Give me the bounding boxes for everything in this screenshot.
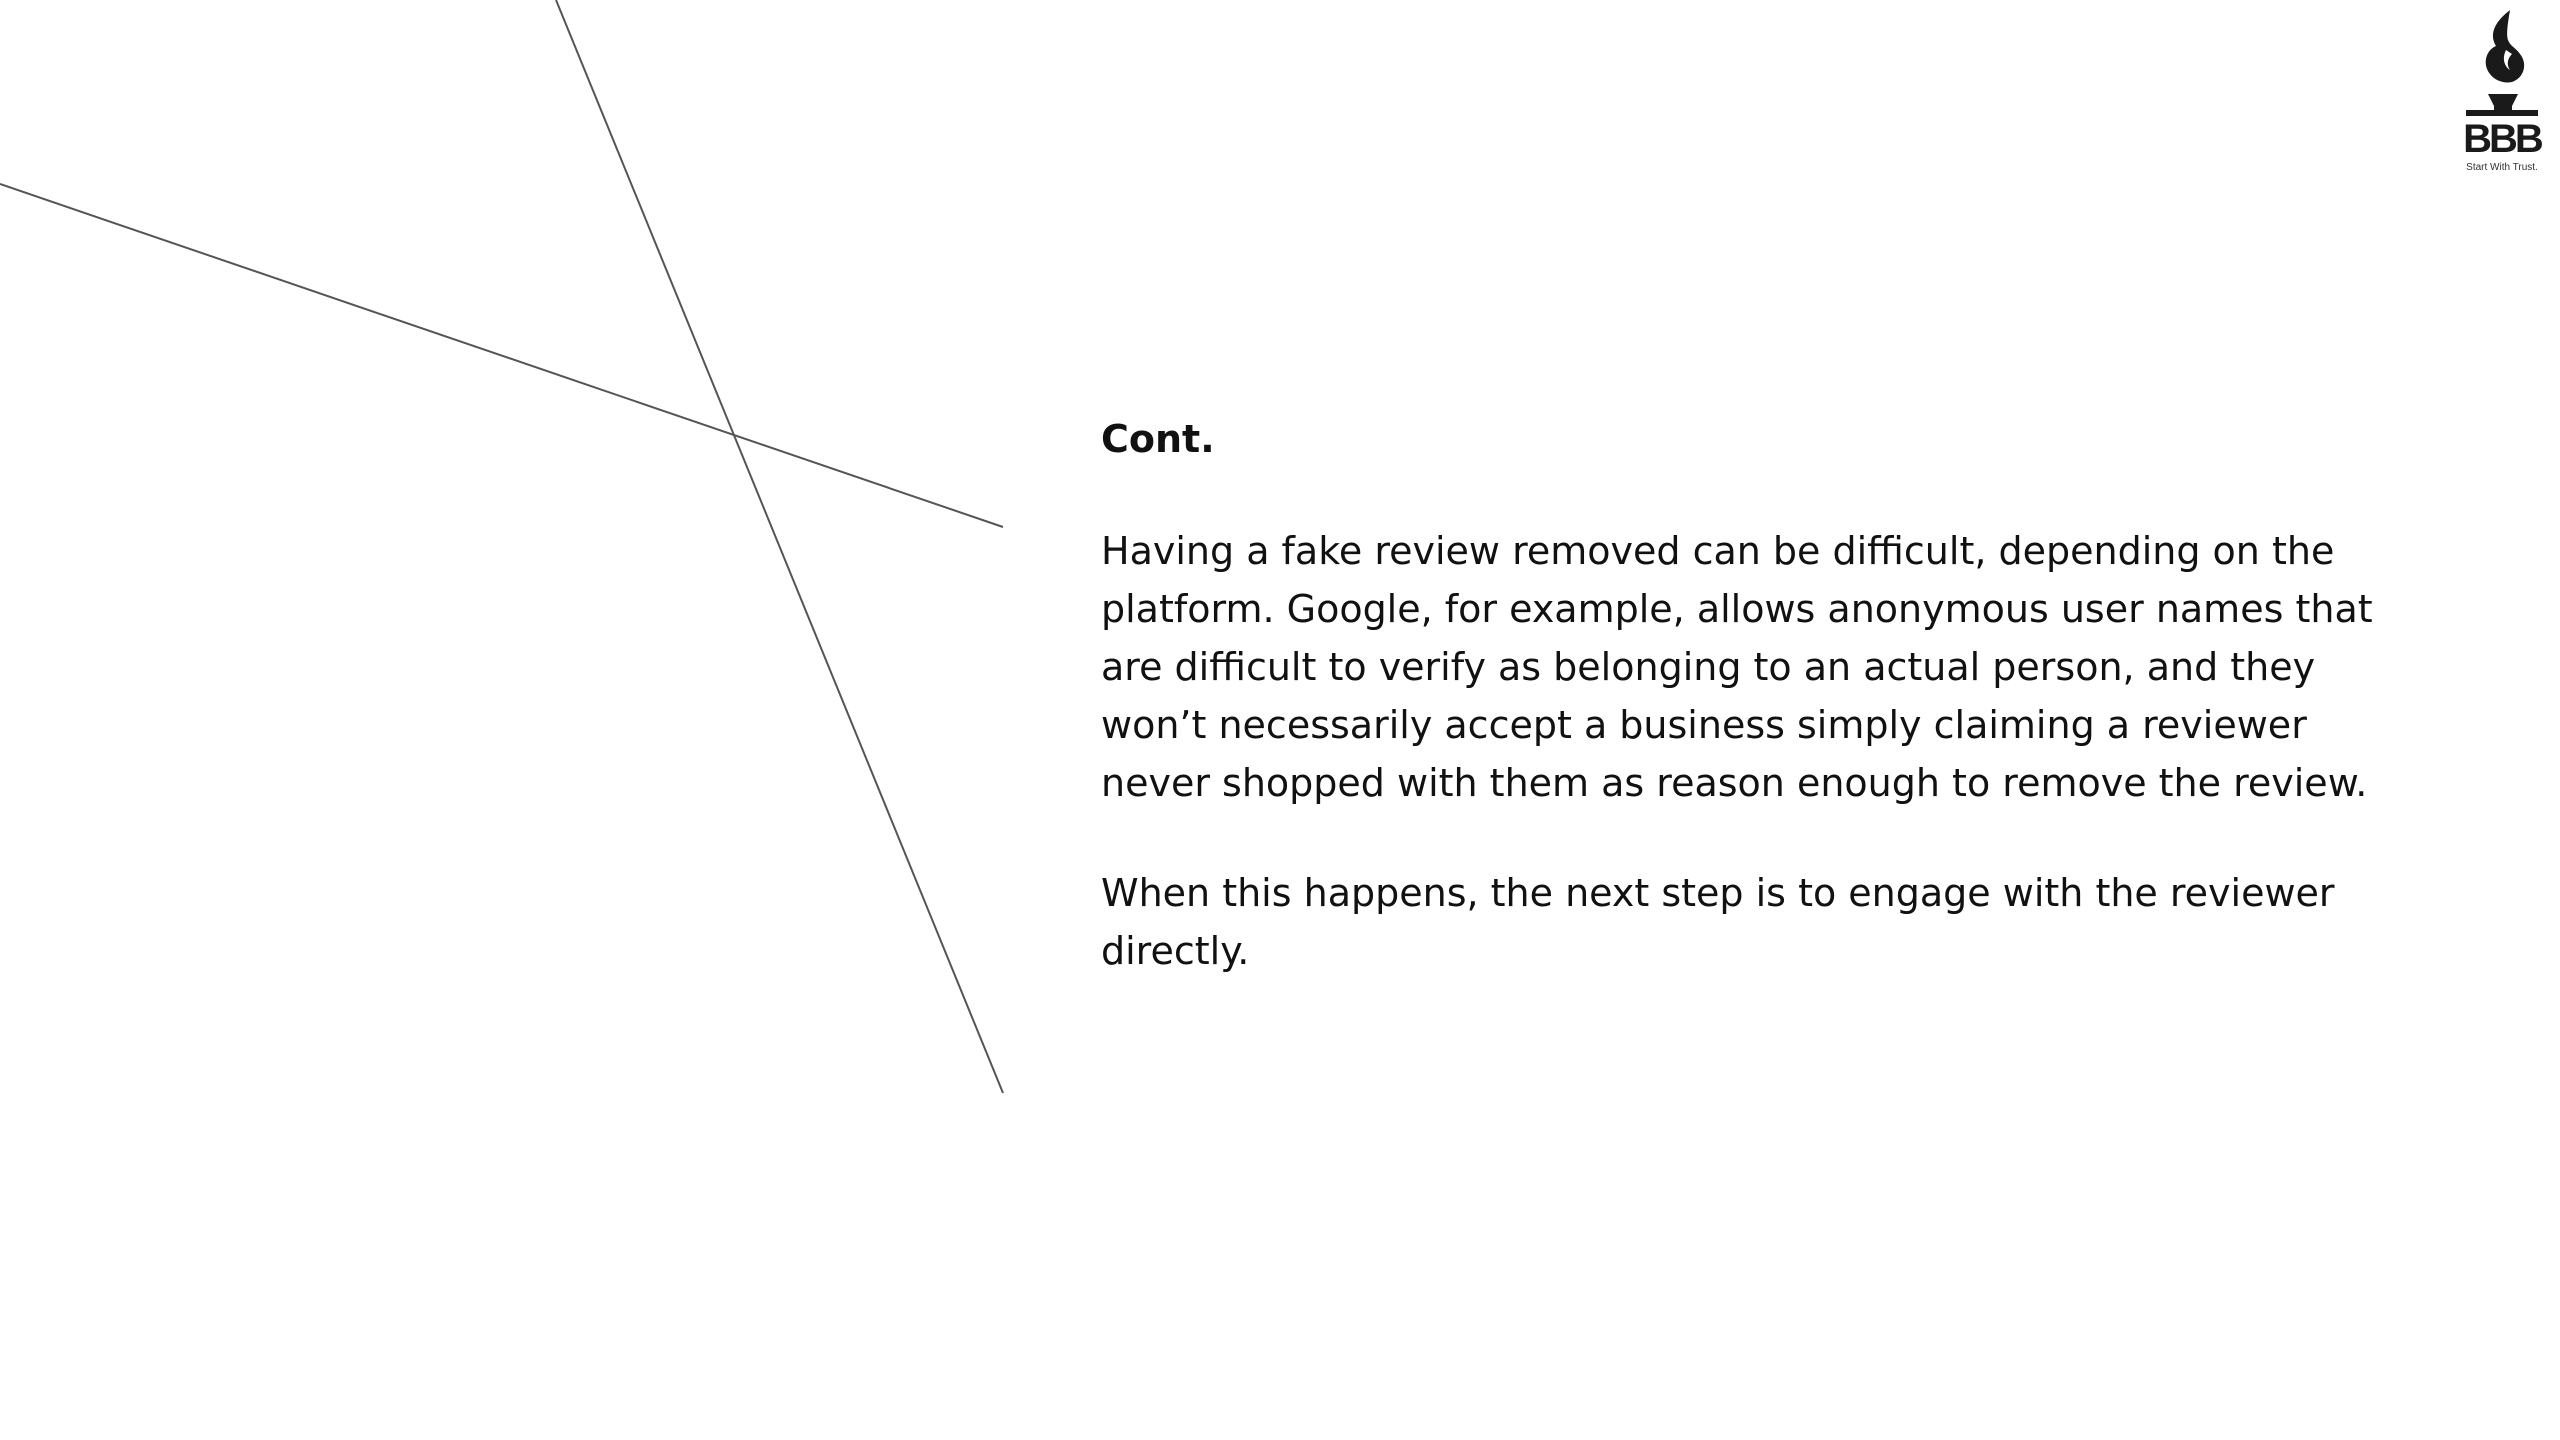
torch-icon xyxy=(2452,10,2552,118)
decorative-line-2 xyxy=(556,0,1003,1093)
decorative-line-1 xyxy=(0,184,1003,527)
slide-heading: Cont. xyxy=(1101,417,1215,461)
bbb-logo xyxy=(2452,10,2552,180)
body-paragraph: Having a fake review removed can be difficult, depending on the platform. Google, for example, allows anonymous user names that are difficult to verify as belonging to an actual person, and they won’t necessarily accept a business simply claiming a reviewer never shopped with them as reason enough to remove the review. xyxy=(1101,529,2373,805)
body-paragraph: When this happens, the next step is to engage with the reviewer directly. xyxy=(1101,871,2335,973)
logo-tagline: Start With Trust. xyxy=(2466,162,2538,173)
slide-content xyxy=(1101,408,2401,980)
logo-wordmark: BBB xyxy=(2463,117,2541,161)
